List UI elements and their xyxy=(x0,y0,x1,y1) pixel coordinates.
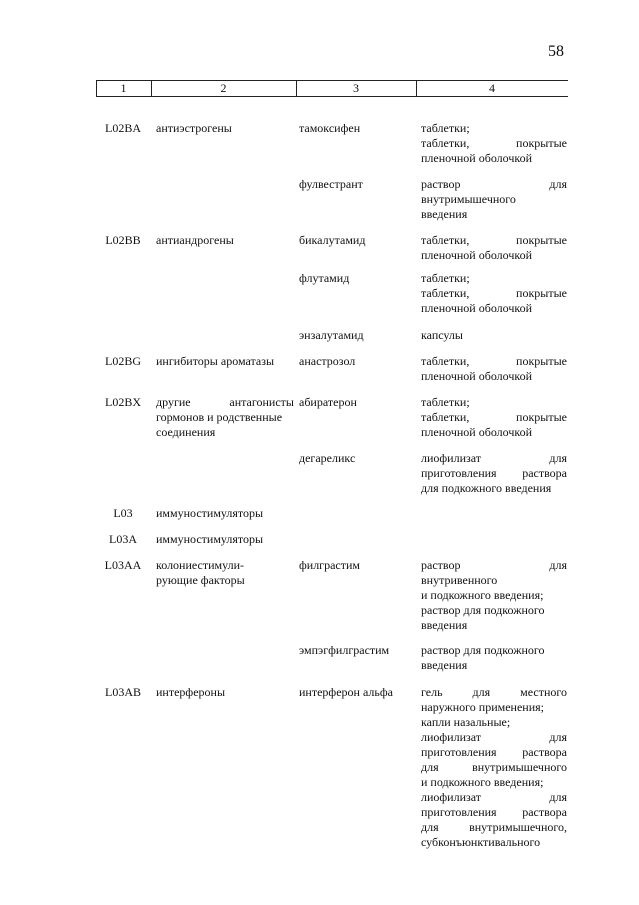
dosage-form-line: внутривенного xyxy=(421,573,498,587)
atc-code: L03 xyxy=(113,506,133,520)
drug-name: флутамид xyxy=(299,271,350,285)
dosage-form-line-word: для xyxy=(472,685,491,699)
group-name-line xyxy=(156,395,294,410)
dosage-form-line-word: для xyxy=(549,790,567,804)
dosage-form-line xyxy=(421,286,567,301)
table-header-bottom-rule xyxy=(96,96,568,97)
dosage-form-line xyxy=(421,805,567,820)
dosage-form-line xyxy=(421,136,567,151)
group-name-line: антиандрогены xyxy=(156,233,234,247)
dosage-form-line-word: лиофилизат xyxy=(421,451,482,465)
dosage-form-line-word: для xyxy=(549,451,567,465)
group-name xyxy=(156,233,294,248)
dosage-form-line xyxy=(421,760,567,775)
column-header-3: 3 xyxy=(353,81,359,95)
dosage-form-line-word: раствор xyxy=(421,177,461,191)
dosage-form-line-word: гель xyxy=(421,685,443,699)
group-name-line-word: другие xyxy=(156,395,191,409)
group-name-line: ингибиторы ароматазы xyxy=(156,354,275,368)
dosage-form-line: для подкожного введения xyxy=(421,481,552,495)
dosage-form xyxy=(421,395,567,440)
dosage-form-line-word: лиофилизат xyxy=(421,790,482,804)
dosage-form-line: введения xyxy=(421,658,468,672)
dosage-form-line: субконъюнктивального xyxy=(421,835,541,849)
dosage-form-line: введения xyxy=(421,207,468,221)
dosage-form-line-word: покрытые xyxy=(516,410,567,424)
group-name-line: соединения xyxy=(156,425,216,439)
dosage-form-line-word: местного xyxy=(520,685,567,699)
dosage-form-line: пленочной оболочкой xyxy=(421,248,533,262)
page-number: 58 xyxy=(548,43,564,60)
dosage-form-line-word: покрытые xyxy=(516,233,567,247)
dosage-form-line-word: таблетки, xyxy=(421,233,470,247)
group-name xyxy=(156,558,294,588)
dosage-form-line: пленочной оболочкой xyxy=(421,151,533,165)
dosage-form-line-word: приготовления xyxy=(421,805,497,819)
group-name-line-word: антагонисты xyxy=(229,395,294,409)
group-name xyxy=(156,395,294,440)
atc-code: L02BB xyxy=(105,233,141,247)
atc-code: L02BG xyxy=(105,354,141,368)
atc-code: L03AB xyxy=(105,685,141,699)
dosage-form-line-word: раствора xyxy=(522,466,567,480)
group-name-line: иммуностимуляторы xyxy=(156,532,264,546)
dosage-form-line xyxy=(421,820,567,835)
dosage-form-line xyxy=(421,466,567,481)
dosage-form-line-word: лиофилизат xyxy=(421,730,482,744)
dosage-form-line-word: покрытые xyxy=(516,136,567,150)
dosage-form-line-word: приготовления xyxy=(421,745,497,759)
drug-name: дегареликс xyxy=(299,451,356,465)
dosage-form-line: пленочной оболочкой xyxy=(421,301,533,315)
group-name xyxy=(156,685,294,700)
atc-code: L02BA xyxy=(105,121,141,135)
dosage-form-line-word: для xyxy=(549,558,567,572)
atc-code: L02BX xyxy=(105,395,141,409)
drug-name: эмпэгфилграстим xyxy=(299,643,390,657)
dosage-form-line: раствор для подкожного xyxy=(421,603,545,617)
dosage-form-line xyxy=(421,790,567,805)
group-name-line: рующие факторы xyxy=(156,573,245,587)
group-name-line: иммуностимуляторы xyxy=(156,506,264,520)
dosage-form-line xyxy=(421,177,567,192)
dosage-form-line: введения xyxy=(421,618,468,632)
drug-name: бикалутамид xyxy=(299,233,366,247)
dosage-form-line-word: таблетки, xyxy=(421,354,470,368)
dosage-form-line-word: для xyxy=(421,760,439,774)
dosage-form-line-word: раствора xyxy=(522,805,567,819)
dosage-form-line xyxy=(421,354,567,369)
group-name-line: гормонов и родственные xyxy=(156,410,283,424)
dosage-form-line-word: покрытые xyxy=(516,354,567,368)
dosage-form-line: пленочной оболочкой xyxy=(421,425,533,439)
dosage-form-line-word: покрытые xyxy=(516,286,567,300)
dosage-form xyxy=(421,354,567,384)
dosage-form-line: и подкожного введения; xyxy=(421,775,544,789)
column-header-2: 2 xyxy=(220,81,227,95)
group-name-line: антиэстрогены xyxy=(156,121,232,135)
dosage-form-line: капли назальные; xyxy=(421,715,511,729)
dosage-form-line xyxy=(421,451,567,466)
column-header-1: 1 xyxy=(120,81,127,95)
dosage-form xyxy=(421,177,567,222)
dosage-form-line: таблетки; xyxy=(421,395,470,409)
dosage-form-line-word: таблетки, xyxy=(421,286,470,300)
atc-code: L03AA xyxy=(104,558,142,572)
drug-name: фулвестрант xyxy=(299,177,363,191)
dosage-form-line-word: таблетки, xyxy=(421,410,470,424)
dosage-form-line: наружного применения; xyxy=(421,700,544,714)
drug-name: тамоксифен xyxy=(299,121,361,135)
dosage-form-line xyxy=(421,233,567,248)
drug-name: анастрозол xyxy=(299,354,356,368)
dosage-form-line xyxy=(421,410,567,425)
dosage-form-line-word: для xyxy=(549,730,567,744)
dosage-form-line-word: внутримышечного, xyxy=(469,820,567,834)
group-name xyxy=(156,506,294,521)
column-header-4: 4 xyxy=(489,81,495,95)
drug-name: филграстим xyxy=(299,558,361,572)
drug-name: абиратерон xyxy=(299,395,357,409)
dosage-form-line: пленочной оболочкой xyxy=(421,369,533,383)
dosage-form-line-word: для xyxy=(421,820,439,834)
dosage-form-line xyxy=(421,558,567,573)
dosage-form-line xyxy=(421,730,567,745)
dosage-form xyxy=(421,451,567,496)
group-name xyxy=(156,121,294,136)
dosage-form xyxy=(421,233,567,263)
dosage-form-line-word: раствора xyxy=(522,745,567,759)
dosage-form xyxy=(421,328,567,343)
dosage-form xyxy=(421,685,567,850)
dosage-form-line xyxy=(421,685,567,700)
group-name xyxy=(156,354,294,369)
dosage-form-line: и подкожного введения; xyxy=(421,588,544,602)
group-name-line: интерфероны xyxy=(156,685,225,699)
group-name xyxy=(156,532,294,547)
dosage-form-line: капсулы xyxy=(421,328,463,342)
dosage-form xyxy=(421,558,567,633)
dosage-form-line-word: таблетки, xyxy=(421,136,470,150)
dosage-form-line xyxy=(421,745,567,760)
dosage-form xyxy=(421,643,567,673)
dosage-form-line-word: внутримышечного xyxy=(472,760,567,774)
dosage-form-line: таблетки; xyxy=(421,121,470,135)
dosage-form-line-word: приготовления xyxy=(421,466,497,480)
dosage-form-line-word: раствор xyxy=(421,558,461,572)
group-name-line: колониестимули- xyxy=(156,558,244,572)
dosage-form-line: внутримышечного xyxy=(421,192,516,206)
dosage-form-line: раствор для подкожного xyxy=(421,643,545,657)
drug-name: энзалутамид xyxy=(299,328,364,342)
dosage-form-line-word: для xyxy=(549,177,567,191)
drug-name: интерферон альфа xyxy=(299,685,393,699)
atc-code: L03A xyxy=(109,532,137,546)
dosage-form-line: таблетки; xyxy=(421,271,470,285)
dosage-form xyxy=(421,121,567,166)
dosage-form xyxy=(421,271,567,316)
